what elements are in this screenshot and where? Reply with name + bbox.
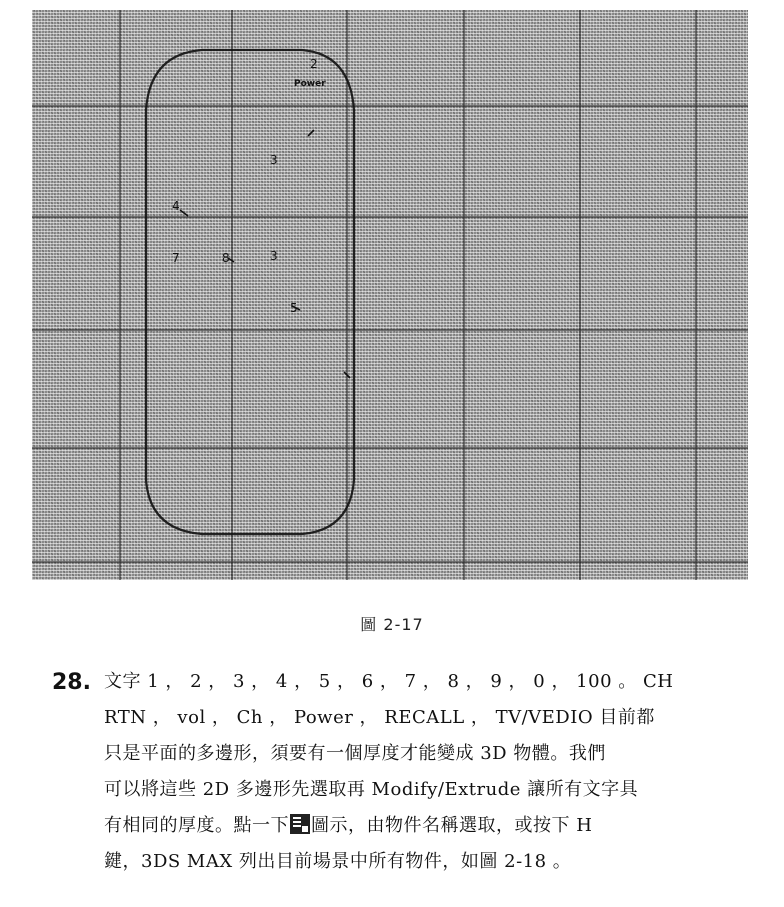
viewport-label: 7	[172, 251, 180, 265]
select-by-name-icon	[290, 814, 310, 834]
viewport-figure	[32, 10, 748, 580]
paragraph-line: 鍵，3DS MAX 列出目前場景中所有物件，如圖 2-18 。	[104, 851, 572, 872]
item-number: 28.	[52, 670, 91, 695]
viewport-grid	[32, 10, 748, 580]
viewport-label: 8	[222, 251, 230, 265]
viewport-label: 3	[270, 153, 278, 167]
viewport-label: 5	[290, 301, 298, 315]
paragraph-line: RTN ， vol ， Ch ， Power ， RECALL ， TV/VEDIO 目前都	[104, 707, 655, 728]
viewport-label-power: Power	[294, 79, 326, 89]
paragraph-line: 可以將這些 2D 多邊形先選取再 Modify/Extrude 讓所有文字具	[104, 779, 639, 800]
item-body	[104, 664, 772, 880]
viewport-markers	[180, 130, 350, 378]
remote-outline	[146, 50, 354, 534]
paragraph-line: 只是平面的多邊形，須要有一個厚度才能變成 3D 物體。我們	[104, 743, 606, 764]
viewport-label: 2	[310, 57, 318, 71]
viewport-drawing	[32, 10, 748, 580]
figure-caption: 圖 2-17	[360, 615, 424, 634]
paragraph-line: 文字 1 ， 2 ， 3 ， 4 ， 5 ， 6 ， 7 ， 8 ， 9 ， 0 ， 100 。 CH	[104, 671, 674, 692]
viewport-label: 3	[270, 249, 278, 263]
viewport-label: 4	[172, 199, 180, 213]
paragraph-text: 有相同的厚度。點一下	[104, 815, 289, 836]
paragraph-line-with-icon	[104, 808, 772, 844]
paragraph-text: 圖示，由物件名稱選取，或按下 H	[311, 815, 593, 836]
